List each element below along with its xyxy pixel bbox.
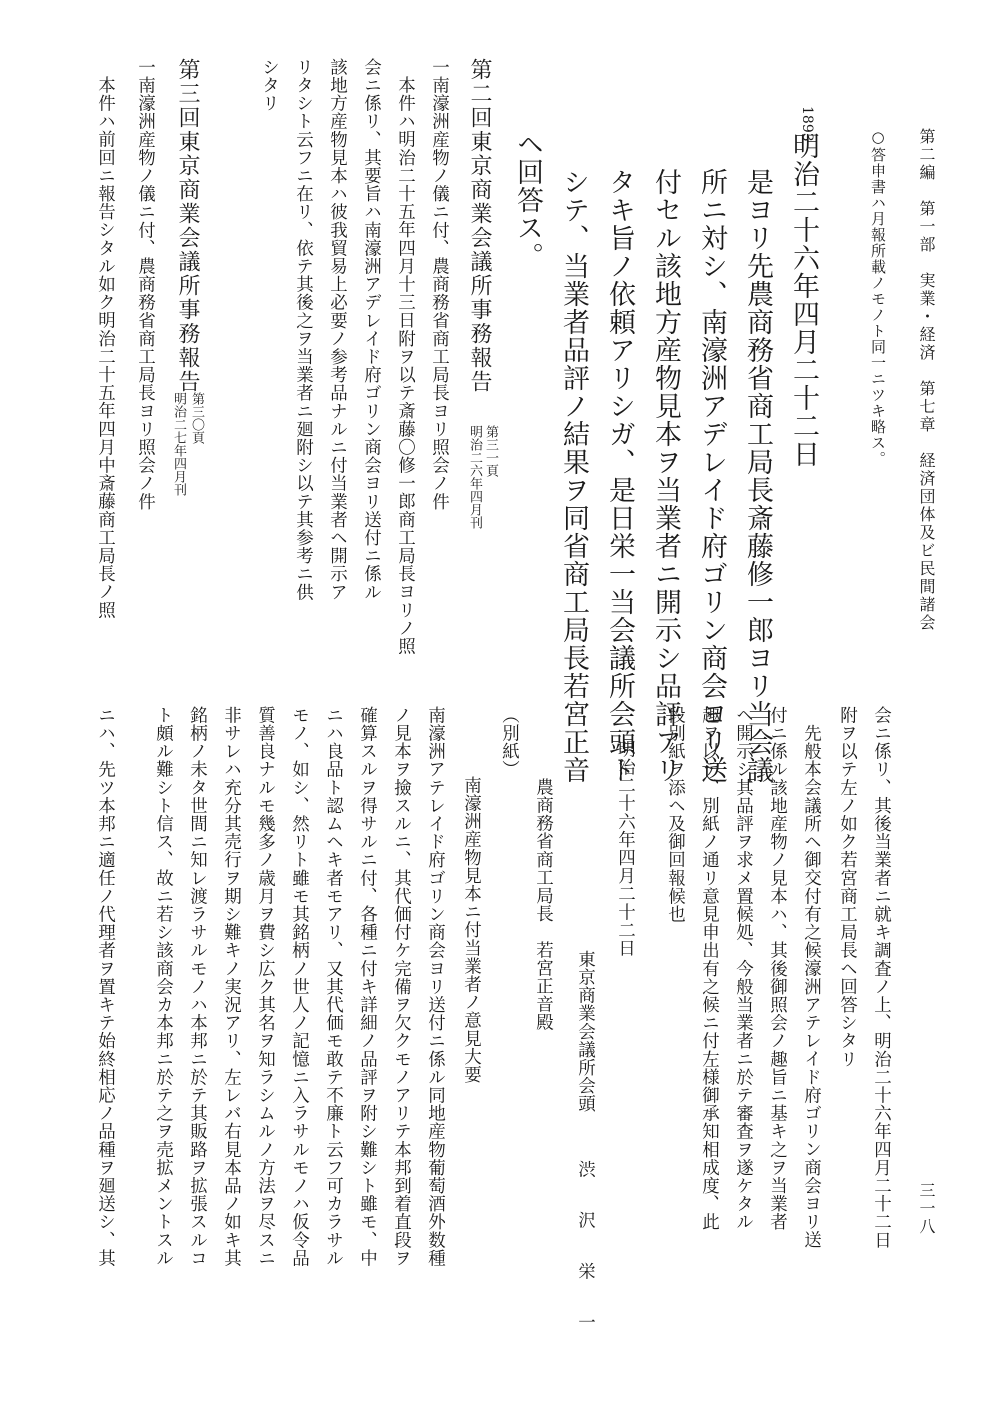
- report1-line-4: リタシト云フニ在リ、依テ其後之ヲ当業者ニ廻附シ以テ其参考ニ供: [293, 58, 314, 601]
- report1-line-1: 本件ハ明治二十五年四月十三日附ヲ以テ斎藤〇修一郎商工局長ヨリノ照: [395, 76, 416, 656]
- attachment-title: 南濠洲産物見本ニ付当業者ノ意見大要: [461, 776, 482, 1084]
- report1-item: 一南濠洲産物ノ儀ニ付、農商務省商工局長ヨリ照会ノ件: [429, 58, 450, 511]
- report1-title: 第二回東京商業会議所事務報告: [467, 58, 492, 394]
- opinion-line-5: モノ、如シ、然リト雖モ其銘柄ノ世人ノ記憶ニ入ラサルモノハ仮令品: [289, 706, 310, 1268]
- opinion-line-2: ノ見本ヲ撿スルニ、其代価付ケ完備ヲ欠クモノアリテ本邦到着直段ヲ: [391, 706, 412, 1268]
- opinion-line-9: ト頗ル難シト信ス、故ニ若シ該商会カ本邦ニ於テ之ヲ売拡メントスル: [153, 706, 174, 1268]
- opinion-line-10: ニハ、先ツ本邦ニ適任ノ代理者ヲ置キテ始終相応ノ品種ヲ廻送シ、其: [95, 706, 116, 1268]
- reply-line-4: 付ニ係ル該地産物ノ見本ハ、其後御照会ノ趣旨ニ基キ之ヲ当業者: [767, 706, 788, 1231]
- report2-line-1: 本件ハ前回ニ報告シタル如ク明治二十五年四月中斎藤商工局長ノ照: [95, 76, 116, 619]
- entry-line-2: 所ニ対シ、南濠洲アデレイド府ゴリン商会ヨリ送: [696, 168, 727, 784]
- omission-note: ○答申書ハ月報所載ノモノト同一ニツキ略ス。: [869, 128, 887, 467]
- entry-line-6: ヘ回答ス。: [512, 130, 543, 270]
- report1-source-date: 明治二六年四月刊: [466, 425, 482, 529]
- report1-line-5: シタリ: [259, 58, 280, 113]
- running-title: 第二編 第一部 実業・経済 第七章 経済団体及ビ民間諸会: [917, 128, 936, 632]
- attachment-label: （別紙）: [499, 706, 520, 779]
- reply-line-1: 会ニ係リ、其後当業者ニ就キ調査ノ上、明治二十六年四月二十二日: [871, 706, 892, 1249]
- reply-line-5: ヘ開示シ其品評ヲ求メ置候処、今般当業者ニ於テ審査ヲ遂ケタル: [733, 706, 754, 1231]
- entry-line-1: 是ヨリ先農商務省商工局長斎藤修一郎ヨリ当会議: [742, 168, 773, 784]
- opinion-line-7: 非サレハ充分其売行ヲ期シ難キノ実況アリ、左レバ右見本品ノ如キ其: [221, 706, 242, 1268]
- opinion-line-3: 確算スルヲ得サルニ付、各種ニ付キ詳細ノ品評ヲ附シ難シト雖モ、中: [357, 706, 378, 1268]
- entry-line-3: 付セル該地方産物見本ヲ当業者ニ開示シ品評アリ: [650, 168, 681, 784]
- opinion-line-4: ニハ良品ト認ムヘキ者モアリ、又其代価モ敢テ不廉ト云フ可カラサル: [323, 706, 344, 1268]
- reply-line-2: 附ヲ以テ左ノ如ク若宮商工局長ヘ回答シタリ: [837, 706, 858, 1068]
- entry-line-4: タキ旨ノ依頼アリシガ、是日栄一当会議所会頭ト: [604, 168, 635, 784]
- reply-line-6: 趣ヲ以テ、別紙ノ通リ意見申出有之候ニ付左様御承知相成度、此: [699, 706, 720, 1231]
- page-number: 三一八: [917, 1182, 936, 1236]
- entry-date: 明治二十六年四月二十二日: [788, 132, 819, 468]
- report1-source-page: 第三一頁: [482, 425, 498, 477]
- report2-title: 第三回東京商業会議所事務報告: [175, 58, 200, 394]
- recipient: 農商務省商工局長 若宮正音殿: [533, 778, 554, 1032]
- report1-line-3: 該地方産物見本ハ彼我貿易上必要ノ参考品ナルニ付当業者ヘ開示ア: [327, 58, 348, 601]
- sender-org: 東京商業会議所会頭: [575, 950, 596, 1113]
- report2-source-page: 第三〇頁: [188, 392, 204, 444]
- entry-line-5: シテ、当業者品評ノ結果ヲ同省商工局長若宮正音: [558, 168, 589, 784]
- year-arabic: 1893: [799, 106, 815, 142]
- opinion-line-8: 銘柄ノ未タ世間ニ知レ渡ラサルモノハ本邦ニ於テ其販路ヲ拡張スルコ: [187, 706, 208, 1268]
- letter-date: 明治二十六年四月二十二日: [615, 740, 636, 958]
- reply-line-7: 段別紙ヲ添ヘ及御回報候也: [665, 706, 686, 924]
- report2-item: 一南濠洲産物ノ儀ニ付、農商務省商工局長ヨリ照会ノ件: [135, 58, 156, 511]
- opinion-line-6: 質善良ナルモ幾多ノ歳月ヲ費シ広ク其名ヲ知ラシムルノ方法ヲ尽スニ: [255, 706, 276, 1268]
- sender-name: 渋 沢 栄 一: [575, 1160, 596, 1339]
- reply-line-3: 先般本会議所ヘ御交付有之候濠洲アテレイド府ゴリン商会ヨリ送: [801, 724, 822, 1249]
- opinion-line-1: 南濠洲アテレイド府ゴリン商会ヨリ送付ニ係ル同地産物葡萄酒外数種: [425, 706, 446, 1268]
- report1-line-2: 会ニ係リ、其要旨ハ南濠洲アデレイド府ゴリン商会ヨリ送付ニ係ル: [361, 58, 382, 601]
- report2-source-date: 明治二七年四月刊: [170, 392, 186, 496]
